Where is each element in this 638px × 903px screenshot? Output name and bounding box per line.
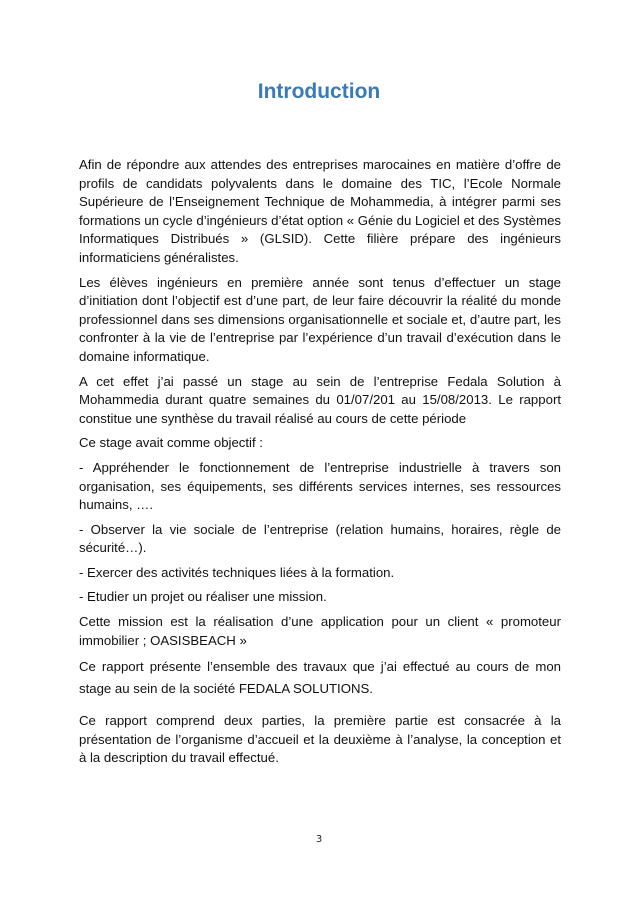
list-item-objective-1: - Appréhender le fonctionnement de l’entreprise industrielle à travers son organisation, ses équipements, ses différents services internes, ses ressources humains, …. [79,459,561,513]
list-item-objective-2: - Observer la vie sociale de l’entreprise (relation humains, horaires, règle de sécurité…). [79,521,561,556]
list-item-objective-4: - Etudier un projet ou réaliser une mission. [79,589,327,605]
paragraph-report-scope: Ce rapport présente l’ensemble des travaux que j’ai effectué au cours de mon stage au sein de la société FEDALA SOLUTIONS. [79,659,561,697]
paragraph-stage-requirement: Les élèves ingénieurs en première année sont tenus d’effectuer un stage d’initiation dont l’objectif est d’une part, de leur faire découvrir la réalité du monde professionnel dans ses dimensions organisationnelle et sociale et, d’autre part, les confronter à la vie de l’entreprise par l’expérience d’un travail d’exécution dans le domaine informatique. [79,274,561,364]
paragraph-report-structure: Ce rapport comprend deux parties, la première partie est consacrée à la présentation de l’organisme d’accueil et la deuxième à l’analyse, la conception et à la description du travail effectué. [79,713,561,766]
body-text [79,156,561,774]
page-number: 3 [315,834,323,845]
paragraph-mission: Cette mission est la réalisation d’une application pour un client « promoteur immobilier ; OASISBEACH » [79,614,561,648]
paragraph-context: Afin de répondre aux attendes des entreprises marocaines en matière d’offre de profils de candidats polyvalents dans le domaine des TIC, l’Ecole Normale Supérieure de l’Enseignement Technique de Mohammedia, à intégrer parmi ses formations un cycle d’ingénieurs d’état option « Génie du Logiciel et des Systèmes Informatiques Distribués » (GLSID). Cette filière prépare des ingénieurs informaticiens généralistes. [79,157,561,265]
page-title: Introduction [257,80,381,103]
paragraph-objectives-heading: Ce stage avait comme objectif : [79,435,263,451]
paragraph-internship-details: A cet effet j’ai passé un stage au sein de l’entreprise Fedala Solution à Mohammedia durant quatre semaines du 01/07/201 au 15/08/2013. Le rapport constitue une synthèse du travail réalisé au cours de cette période [79,373,561,426]
list-item-objective-3: - Exercer des activités techniques liées à la formation. [79,564,395,580]
